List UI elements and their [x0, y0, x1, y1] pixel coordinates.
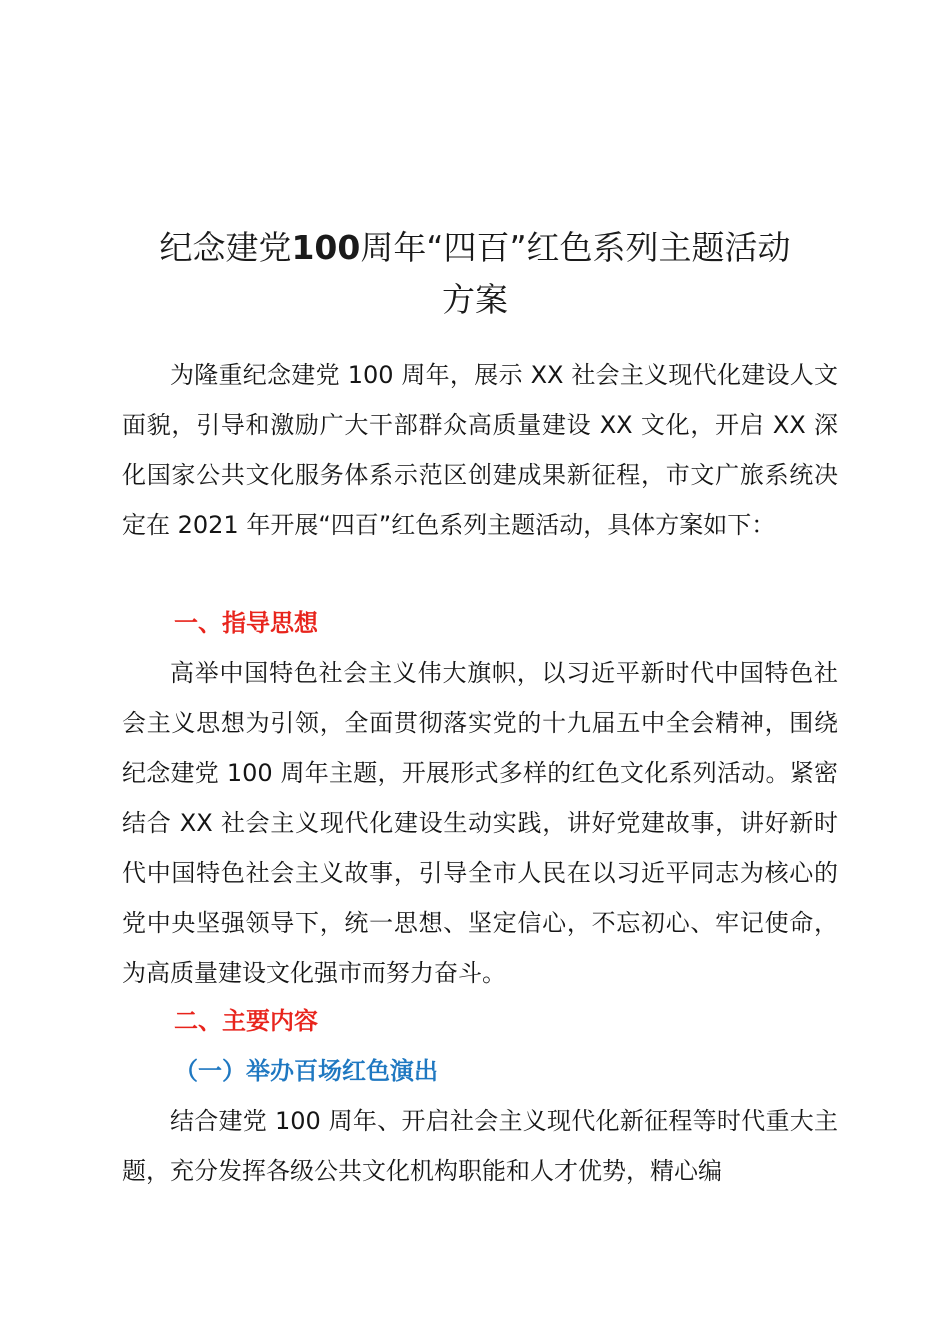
- title-prefix: 纪念建党: [159, 228, 292, 267]
- red-performances-paragraph: 结合建党 100 周年、开启社会主义现代化新征程等时代重大主题，充分发挥各级公共文化机构职能和人才优势，精心编: [122, 1107, 838, 1185]
- guiding-ideology-paragraph: 高举中国特色社会主义伟大旗帜，以习近平新时代中国特色社会主义思想为引领，全面贯彻落实党的十九届五中全会精神，围绕纪念建党 100 周年主题，开展形式多样的红色文化系列活动。紧密结合 XX 社会主义现代化建设生动实践，讲好党建故事，讲好新时代中国特色社会主义故事，引导全市人民在以习近平同志为核心的党中央坚强领导下，统一思想、坚定信心，不忘初心、牢记使命，为高质量建设文化强市而努力奋斗。: [122, 659, 838, 987]
- subsection-heading-red-performances: （一）举办百场红色演出: [174, 1057, 438, 1085]
- document-title-line-1: [120, 220, 830, 276]
- title-suffix: 周年“四百”红色系列主题活动: [360, 228, 791, 267]
- intro-paragraph: 为隆重纪念建党 100 周年，展示 XX 社会主义现代化建设人文面貌，引导和激励广大干部群众高质量建设 XX 文化，开启 XX 深化国家公共文化服务体系示范区创建成果新征程，市文广旅系统决定在 2021 年开展“四百”红色系列主题活动，具体方案如下：: [122, 361, 838, 539]
- section-heading-main-content: 二、主要内容: [174, 1007, 318, 1035]
- section-heading-guiding-ideology: 一、指导思想: [174, 609, 318, 637]
- title-number: 100: [291, 228, 361, 267]
- document-title-line-2: 方案: [442, 280, 508, 319]
